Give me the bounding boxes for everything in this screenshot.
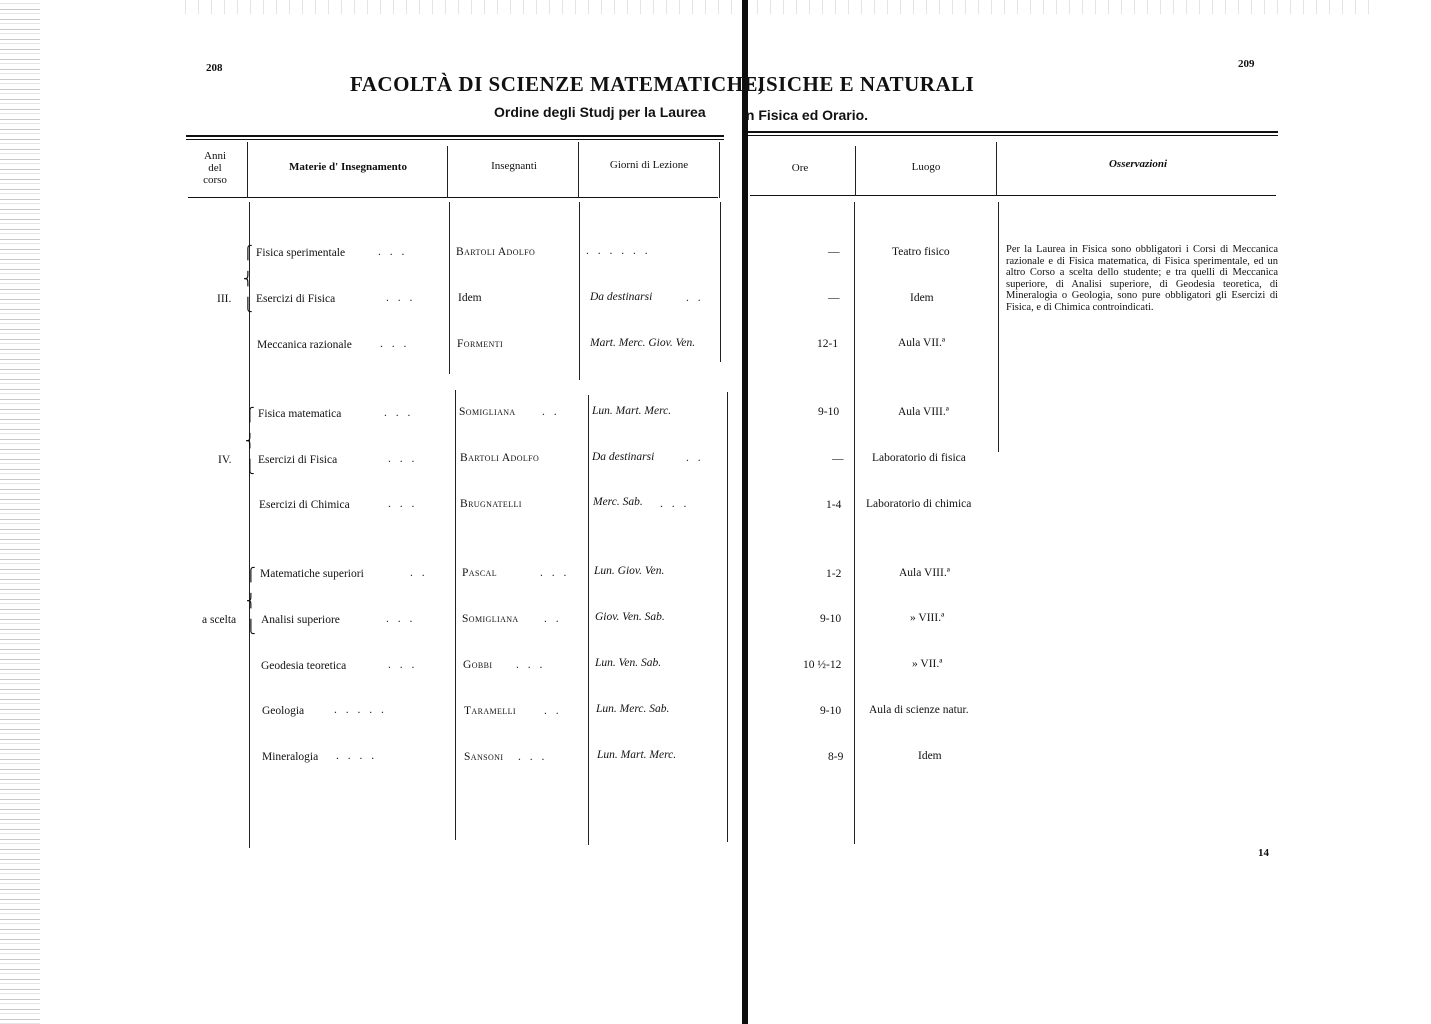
header-bottom-rule-left	[188, 197, 718, 198]
row-7-luogo: » VIII.ª	[910, 612, 945, 624]
row-8-giorni: Lun. Ven. Sab.	[595, 657, 662, 669]
row-9-ore: 9-10	[820, 705, 842, 717]
right-page-number: 209	[1238, 58, 1255, 70]
row-6-giorni: Lun. Giov. Ven.	[594, 565, 665, 577]
header-osservazioni: Osservazioni	[1108, 158, 1168, 170]
row-10-ore: 8-9	[828, 751, 844, 763]
row-9-giorni: Lun. Merc. Sab.	[596, 703, 670, 715]
row-8-leader: . . .	[388, 659, 418, 671]
col-rule-6	[998, 202, 999, 452]
row-3-materia: Fisica matematica	[258, 408, 342, 420]
row-1-materia: Esercizi di Fisica	[256, 293, 336, 305]
row-0-ore: —	[828, 246, 840, 258]
header-giorni: Giorni di Lezione	[609, 159, 689, 171]
row-3-leader: . . .	[384, 407, 414, 419]
row-7-materia: Analisi superiore	[261, 614, 340, 626]
header-insegnanti: Insegnanti	[491, 160, 537, 172]
row-3-ore: 9-10	[818, 406, 840, 418]
dots-r10: . . .	[518, 751, 548, 763]
book-fold	[742, 0, 748, 1024]
row-4-leader: . . .	[388, 453, 418, 465]
subtitle-left: Ordine degli Studj per la Laurea	[494, 104, 706, 120]
header-materie: Materie d' Insegnamento	[289, 161, 407, 173]
subtitle-right: in Fisica ed Orario.	[742, 107, 869, 123]
row-8-insegnante: Gobbi	[463, 659, 493, 671]
col-rule-6h	[996, 142, 997, 196]
col-rule-5	[854, 202, 855, 844]
row-2-insegnante: Formenti	[457, 338, 504, 350]
row-5-insegnante: Brugnatelli	[460, 498, 522, 510]
row-1-insegnante: Idem	[458, 292, 482, 304]
col-rule-4b	[727, 392, 728, 842]
row-4-luogo: Laboratorio di fisica	[872, 452, 966, 464]
row-5-materia: Esercizi di Chimica	[259, 499, 350, 511]
observations-text: Per la Laurea in Fisica sono obbligatori i Corsi di Meccanica razionale e di Fisica matematica, di Fisica sperimentale, ed un altro Corso a scelta dello studente; e tra quelli di Meccanica superiore, di Analisi superiore, di Geodesia teoretica, di Mineralogia o Geologia, sono pure obbligatori gli Esercizi di Fisica, e di Chimica controindicati.	[1006, 244, 1278, 313]
row-9-insegnante: Taramelli	[464, 705, 516, 717]
header-rule-right-thin	[748, 135, 1278, 136]
row-2-luogo: Aula VII.ª	[898, 337, 946, 349]
row-5-leader: . . .	[388, 498, 418, 510]
row-4-giorni: Da destinarsi	[592, 451, 655, 463]
header-anni: Anni del corso	[203, 150, 227, 186]
row-8-materia: Geodesia teoretica	[261, 660, 347, 672]
row-0-materia: Fisica sperimentale	[256, 247, 346, 259]
scan-noise-top	[180, 0, 1380, 14]
row-6-materia: Matematiche superiori	[260, 568, 364, 580]
row-10-giorni: Lun. Mart. Merc.	[597, 749, 677, 761]
row-7-ore: 9-10	[820, 613, 842, 625]
brace-a-scelta: ⎧ ⎨ ⎩	[246, 567, 256, 634]
row-1-leader: . . .	[386, 292, 416, 304]
dots-r7: . .	[544, 613, 562, 625]
row-9-luogo: Aula di scienze natur.	[869, 704, 969, 716]
row-5-giorni: Merc. Sab.	[593, 496, 643, 508]
group-label-iii: III.	[217, 293, 232, 305]
row-9-materia: Geologia	[262, 705, 305, 717]
row-1-ore: —	[828, 292, 840, 304]
row-7-leader: . . .	[386, 613, 416, 625]
col-rule-1h	[247, 142, 248, 198]
header-rule-left	[186, 135, 724, 137]
gdots-r4: . .	[686, 452, 704, 464]
row-10-materia: Mineralogia	[262, 751, 319, 763]
col-rule-2h	[447, 146, 448, 198]
dots-r9: . .	[544, 705, 562, 717]
col-rule-3b	[588, 395, 589, 845]
col-rule-2a	[449, 202, 450, 374]
col-rule-3a	[579, 202, 580, 380]
left-page-number: 208	[206, 62, 223, 74]
row-3-giorni: Lun. Mart. Merc.	[592, 405, 672, 417]
row-6-luogo: Aula VIII.ª	[899, 567, 950, 579]
scan-edge-left	[0, 0, 40, 1024]
row-4-materia: Esercizi di Fisica	[258, 454, 338, 466]
row-0-giorni-leader: . . . . . .	[586, 245, 651, 257]
dots-r3: . .	[542, 406, 560, 418]
header-luogo: Luogo	[911, 161, 941, 173]
row-6-ore: 1-2	[826, 568, 842, 580]
header-ore: Ore	[791, 162, 809, 174]
brace-iii: ⎧ ⎨ ⎩	[243, 245, 253, 312]
row-10-luogo: Idem	[918, 750, 942, 762]
row-3-insegnante: Somigliana	[459, 406, 516, 418]
row-1-luogo: Idem	[910, 292, 934, 304]
row-8-luogo: » VII.ª	[912, 658, 943, 670]
row-2-leader: . . .	[380, 338, 410, 350]
col-rule-4a	[720, 202, 721, 362]
dots-r8: . . .	[516, 659, 546, 671]
footer-number: 14	[1258, 847, 1269, 859]
col-rule-5h	[855, 146, 856, 196]
row-8-ore: 10 ½-12	[803, 659, 842, 671]
header-rule-left-thin	[186, 139, 724, 140]
col-rule-2b	[455, 390, 456, 840]
row-7-giorni: Giov. Ven. Sab.	[595, 611, 665, 623]
row-2-materia: Meccanica razionale	[257, 339, 352, 351]
row-10-insegnante: Sansoni	[464, 751, 504, 763]
header-rule-right	[748, 131, 1278, 133]
title-left: FACOLTÀ DI SCIENZE MATEMATICHE,	[350, 72, 764, 96]
row-0-luogo: Teatro fisico	[892, 246, 950, 258]
gdots-r1: . .	[686, 292, 704, 304]
header-bottom-rule-right	[750, 195, 1276, 196]
row-4-insegnante: Bartoli Adolfo	[460, 452, 540, 464]
group-label-a-scelta: a scelta	[202, 614, 237, 626]
group-label-iv: IV.	[218, 454, 232, 466]
row-2-giorni: Mart. Merc. Giov. Ven.	[590, 337, 696, 349]
row-1-giorni: Da destinarsi	[590, 291, 653, 303]
row-10-leader: . . . .	[336, 750, 378, 762]
row-5-luogo: Laboratorio di chimica	[866, 498, 972, 510]
row-2-ore: 12-1	[817, 338, 839, 350]
gdots-r5: . . .	[660, 498, 690, 510]
row-5-ore: 1-4	[826, 499, 842, 511]
row-7-insegnante: Somigliana	[462, 613, 519, 625]
row-0-leader: . . .	[378, 246, 408, 258]
row-9-leader: . . . . .	[334, 704, 387, 716]
row-3-luogo: Aula VIII.ª	[898, 406, 949, 418]
row-0-insegnante: Bartoli Adolfo	[456, 246, 536, 258]
row-6-insegnante: Pascal	[462, 567, 498, 579]
row-6-leader: . .	[410, 567, 428, 579]
dots-r6: . . .	[540, 567, 570, 579]
brace-iv: ⎧ ⎨ ⎩	[245, 407, 255, 474]
title-right: FISICHE E NATURALI	[744, 72, 975, 96]
col-rule-3h	[578, 142, 579, 198]
col-rule-4h	[719, 142, 720, 198]
row-4-ore: —	[832, 453, 844, 465]
